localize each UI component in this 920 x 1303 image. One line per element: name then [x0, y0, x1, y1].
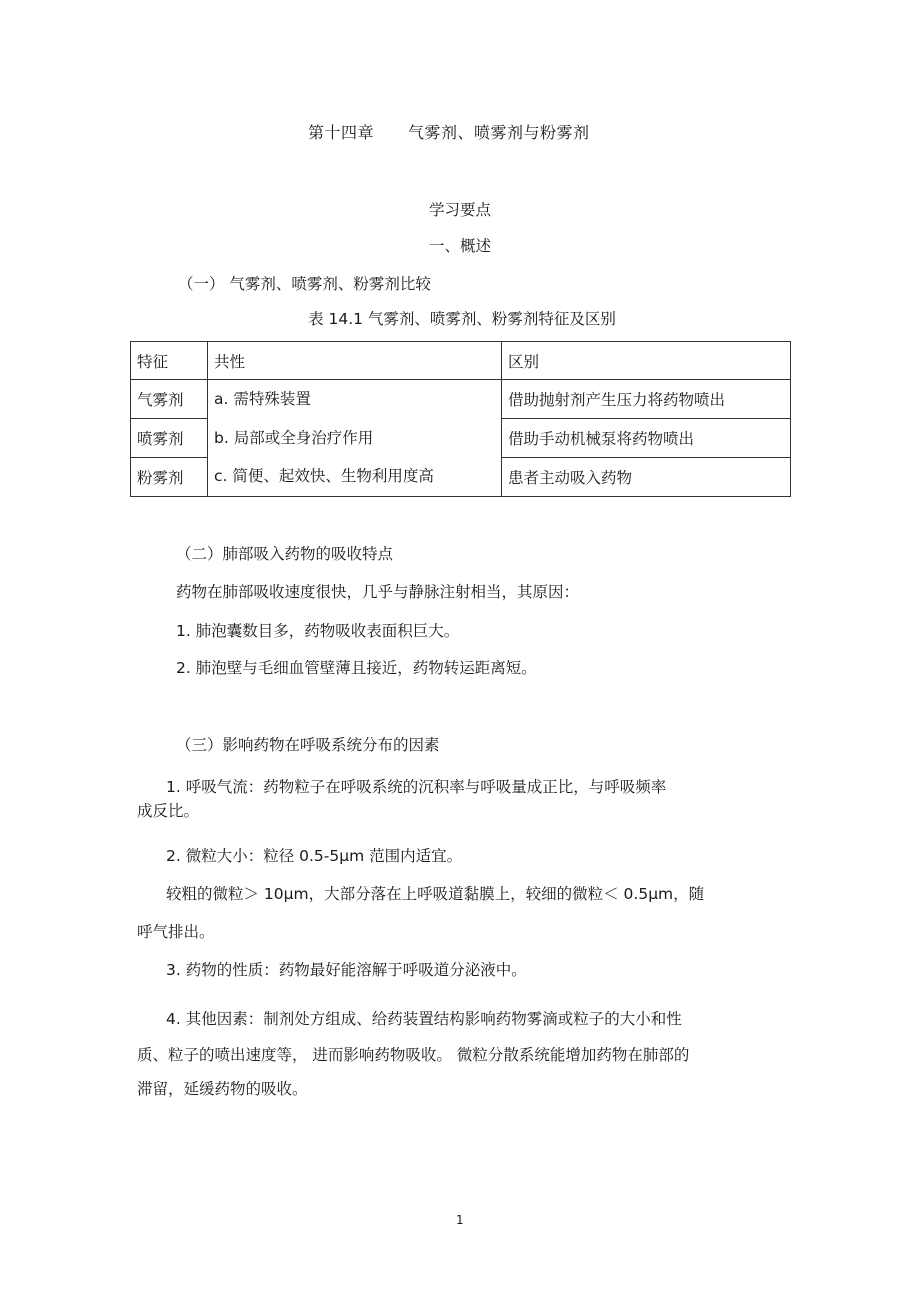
paragraph: 较粗的微粒＞ 10μm，大部分落在上呼吸道黏膜上，较细的微粒＜ 0.5μm，随 [166, 885, 705, 903]
table-header-row [131, 342, 791, 380]
key-points-heading: 学习要点 [428, 201, 491, 219]
table-header-cell: 共性 [208, 342, 502, 380]
subsection-heading-absorption: （二）肺部吸入药物的吸收特点 [176, 545, 394, 563]
chapter-number: 第十四章 [308, 123, 375, 142]
paragraph: 药物在肺部吸收速度很快，几乎与静脉注射相当，其原因： [176, 583, 580, 601]
list-item-continuation: 滞留，延缓药物的吸收。 [137, 1080, 308, 1098]
table-header-cell: 区别 [502, 342, 791, 380]
table-cell-feature: 粉雾剂 [131, 457, 208, 496]
subsection-heading-comparison: （一） 气雾剂、喷雾剂、粉雾剂比较 [178, 275, 431, 293]
subsection-heading-factors: （三）影响药物在呼吸系统分布的因素 [176, 736, 440, 754]
common-item: c. 简便、起效快、生物利用度高 [214, 467, 434, 485]
table-cell-difference: 患者主动吸入药物 [502, 457, 791, 496]
list-item: 4. 其他因素：制剂处方组成、给药装置结构影响药物雾滴或粒子的大小和性 [166, 1010, 682, 1028]
section-heading-overview: 一、概述 [428, 237, 491, 255]
list-item: 1. 肺泡囊数目多，药物吸收表面积巨大。 [176, 622, 460, 640]
list-item: 2. 微粒大小：粒径 0.5-5μm 范围内适宜。 [166, 847, 463, 865]
common-item: a. 需特殊装置 [214, 390, 311, 408]
chapter-name: 气雾剂、喷雾剂与粉雾剂 [408, 123, 590, 142]
paragraph-continuation: 呼气排出。 [137, 923, 215, 941]
list-item: 1. 呼吸气流：药物粒子在呼吸系统的沉积率与呼吸量成正比，与呼吸频率 [166, 778, 667, 796]
list-item: 2. 肺泡壁与毛细血管壁薄且接近，药物转运距离短。 [176, 659, 537, 677]
table-header-cell: 特征 [131, 342, 208, 380]
common-item: b. 局部或全身治疗作用 [214, 428, 374, 447]
table-cell-feature: 气雾剂 [131, 380, 208, 419]
list-item: 3. 药物的性质：药物最好能溶解于呼吸道分泌液中。 [166, 961, 527, 979]
comparison-table [130, 341, 791, 497]
list-item-continuation: 质、粒子的喷出速度等， 进而影响药物吸收。 微粒分散系统能增加药物在肺部的 [137, 1046, 690, 1064]
table-cell-difference: 借助手动机械泵将药物喷出 [502, 418, 791, 457]
table-cell-feature: 喷雾剂 [131, 418, 208, 457]
list-item-continuation: 成反比。 [137, 802, 200, 820]
page-number: 1 [456, 1213, 464, 1227]
table-cell-common [208, 380, 502, 497]
table-caption: 表 14.1 气雾剂、喷雾剂、粉雾剂特征及区别 [308, 310, 616, 328]
chapter-title [308, 125, 590, 141]
table-cell-difference: 借助抛射剂产生压力将药物喷出 [502, 380, 791, 419]
table-row [131, 380, 791, 419]
